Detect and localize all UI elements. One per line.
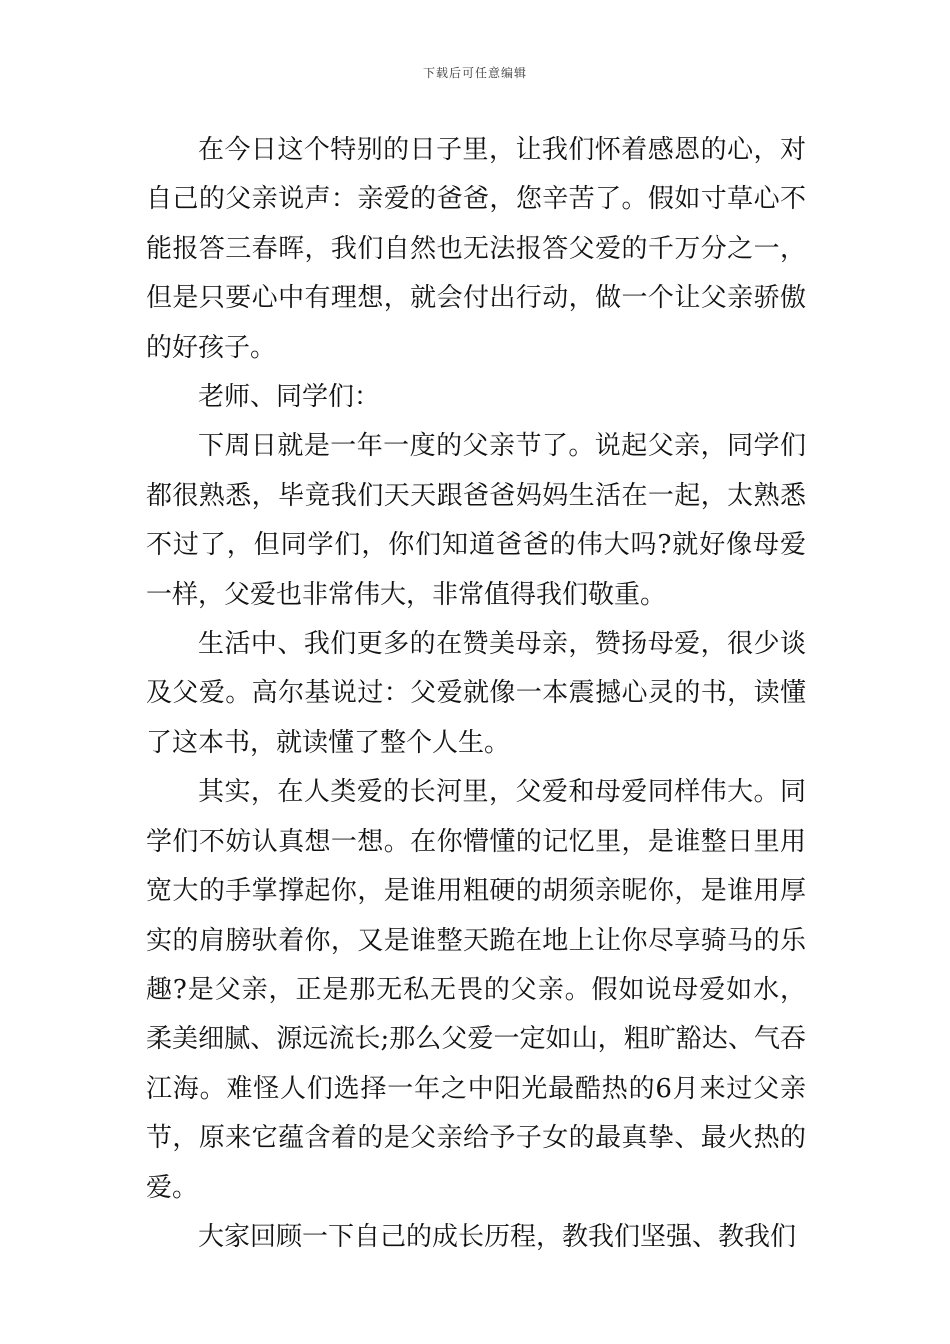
paragraph: 其实，在人类爱的长河里，父爱和母爱同样伟大。同学们不妨认真想一想。在你懵懂的记忆里，是谁整日里用宽大的手掌撑起你，是谁用粗硬的胡须亲昵你，是谁用厚实的肩膀驮着你，又是谁整天跪在地上让你尽享骑马的乐趣?是父亲，正是那无私无畏的父亲。假如说母爱如水，柔美细腻、源远流长;那么父爱一定如山，粗旷豁达、气吞江海。难怪人们选择一年之中阳光最酷热的6月来过父亲节，原来它蕴含着的是父亲给予子女的最真挚、最火热的爱。 [146,777,806,1203]
paragraph: 生活中、我们更多的在赞美母亲，赞扬母爱，很少谈及父爱。高尔基说过：父爱就像一本震撼心灵的书，读懂了这本书，就读懂了整个人生。 [146,629,806,758]
paragraph: 下周日就是一年一度的父亲节了。说起父亲，同学们都很熟悉，毕竟我们天天跟爸爸妈妈生活在一起，太熟悉不过了，但同学们，你们知道爸爸的伟大吗?就好像母爱一样，父爱也非常伟大，非常值得我们敬重。 [146,431,806,610]
paragraph: 在今日这个特别的日子里，让我们怀着感恩的心，对自己的父亲说声：亲爱的爸爸，您辛苦了。假如寸草心不能报答三春晖，我们自然也无法报答父爱的千万分之一，但是只要心中有理想，就会付出行动，做一个让父亲骄傲的好孩子。 [146,135,806,363]
document-body [146,126,806,1262]
paragraph: 大家回顾一下自己的成长历程，教我们坚强、教我们 [198,1221,797,1252]
salutation: 老师、同学们： [198,382,381,413]
header-note: 下载后可任意编辑 [422,66,527,80]
